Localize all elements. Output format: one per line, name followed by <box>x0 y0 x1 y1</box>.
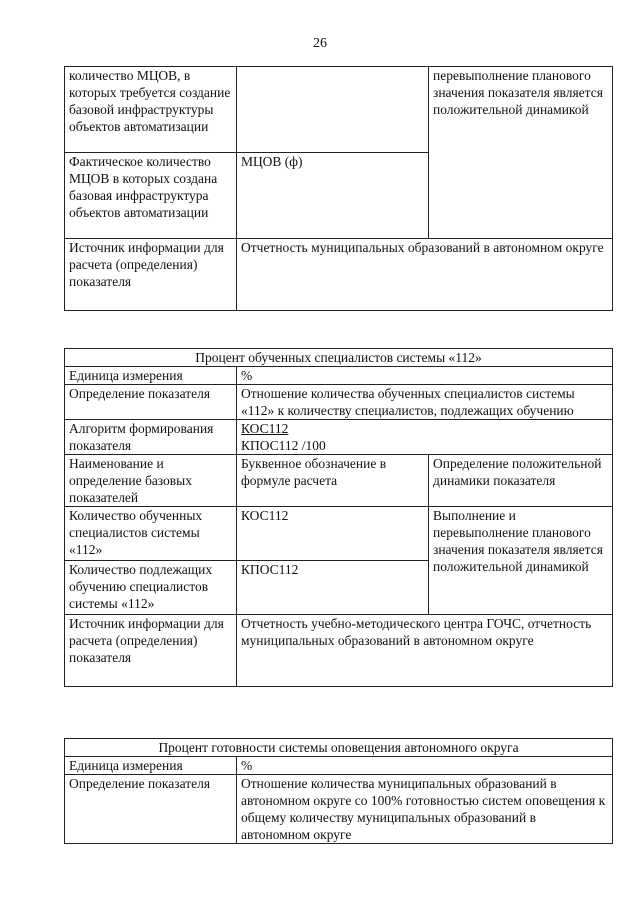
table-title: Процент готовности системы оповещения автономного округа <box>65 739 613 757</box>
letter-header: Буквенное обозначение в формуле расчета <box>237 455 429 507</box>
table-header-row <box>65 455 613 507</box>
page-number: 26 <box>313 36 327 51</box>
base-row-code: КОС112 <box>237 507 429 561</box>
definition-value: Отношение количества муниципальных образований в автономном округе со 100% готовностью систем оповещения к общему количеству муниципальных образований в автономном округе <box>237 775 613 844</box>
source-value: Отчетность муниципальных образований в автономном округе <box>237 239 613 311</box>
source-label: Источник информации для расчета (определения) показателя <box>65 239 237 311</box>
source-value: Отчетность учебно-методического центра ГОЧС, отчетность муниципальных образований в автономном округе <box>237 615 613 687</box>
unit-value: % <box>237 367 613 385</box>
table-title-row <box>65 739 613 757</box>
unit-label: Единица измерения <box>65 757 237 775</box>
table-112-specialists <box>64 348 613 687</box>
algorithm-denominator: КПОС112 /100 <box>241 438 326 453</box>
table-mcov-continuation <box>64 66 613 311</box>
table-row <box>65 420 613 455</box>
row-value-actual-mcov: МЦОВ (ф) <box>237 153 429 239</box>
algorithm-label: Алгоритм формирования показателя <box>65 420 237 455</box>
base-row-code: КПОС112 <box>237 561 429 615</box>
table-row <box>65 615 613 687</box>
definition-value: Отношение количества обученных специалистов системы «112» к количеству специалистов, подлежащих обучению <box>237 385 613 420</box>
algorithm-numerator: КОС112 <box>241 421 289 436</box>
row-label-required-mcov: количество МЦОВ, в которых требуется создание базовой инфраструктуры объектов автоматизации <box>65 67 237 153</box>
row-value-required-mcov <box>237 67 429 153</box>
dynamics-header: Определение положительной динамики показателя <box>429 455 613 507</box>
table-row <box>65 239 613 311</box>
unit-value: % <box>237 757 613 775</box>
table-row <box>65 507 613 561</box>
table-row <box>65 67 613 153</box>
table-title-row <box>65 349 613 367</box>
unit-label: Единица измерения <box>65 367 237 385</box>
table-row <box>65 757 613 775</box>
table-row <box>65 385 613 420</box>
base-row-label: Количество обученных специалистов системы «112» <box>65 507 237 561</box>
dynamics-value: Выполнение и перевыполнение планового значения показателя является положительной динамикой <box>429 507 613 615</box>
base-header: Наименование и определение базовых показателей <box>65 455 237 507</box>
source-label: Источник информации для расчета (определения) показателя <box>65 615 237 687</box>
base-row-label: Количество подлежащих обучению специалистов системы «112» <box>65 561 237 615</box>
definition-label: Определение показателя <box>65 385 237 420</box>
definition-label: Определение показателя <box>65 775 237 844</box>
dynamics-cell: перевыполнение планового значения показателя является положительной динамикой <box>429 67 613 239</box>
algorithm-value <box>237 420 613 455</box>
table-row <box>65 367 613 385</box>
row-label-actual-mcov: Фактическое количество МЦОВ в которых создана базовая инфраструктура объектов автоматизации <box>65 153 237 239</box>
table-title: Процент обученных специалистов системы «112» <box>65 349 613 367</box>
table-warning-system <box>64 738 613 844</box>
table-row <box>65 775 613 844</box>
